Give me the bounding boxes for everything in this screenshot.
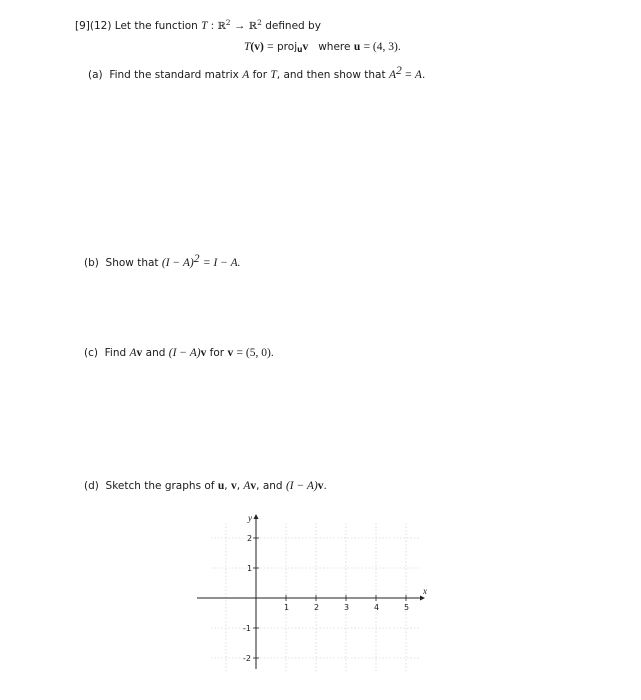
def-lhs-arg: (v) — [250, 41, 264, 53]
part-a-eq: = — [405, 69, 412, 81]
part-d-sep3: , and — [256, 480, 283, 492]
part-a-T: T — [270, 69, 277, 81]
def-where: where — [318, 41, 351, 53]
y-tick-label: -1 — [243, 624, 251, 633]
part-a-A: A — [242, 69, 250, 81]
part-a-text3: , and then show that — [276, 69, 386, 81]
problem-intro-end: defined by — [265, 20, 321, 32]
def-eq: = — [267, 41, 274, 53]
part-a-for: for — [252, 69, 268, 81]
part-b-rhs: = I − A. — [202, 257, 241, 269]
part-c-Av: Av — [129, 347, 143, 359]
part-b-text: Show that — [105, 257, 159, 269]
y-tick-label: 1 — [247, 564, 253, 573]
part-c-and: and — [145, 347, 166, 359]
part-d-v: v — [230, 480, 237, 492]
part-c-label: (c) — [84, 347, 98, 359]
x-tick-label: 1 — [284, 603, 290, 612]
def-lhs: T — [244, 41, 251, 53]
def-proj: proj$_u$v — [277, 41, 309, 54]
axes — [197, 514, 425, 669]
y-axis-label: y — [248, 513, 252, 523]
colon: : — [210, 20, 215, 32]
part-d-IAv: (I − A)v — [285, 480, 324, 492]
x-axis-arrow — [420, 596, 425, 601]
x-tick-label: 4 — [374, 603, 380, 612]
part-c-v: v — [227, 347, 234, 359]
x-tick-label: 3 — [344, 603, 350, 612]
domain-set: ℝ$^2$ — [217, 18, 231, 32]
tick-labels — [243, 513, 427, 663]
def-u: u — [353, 41, 361, 53]
codomain-set: ℝ$^2$ — [248, 18, 262, 32]
y-axis-arrow — [254, 514, 259, 519]
problem-intro: Let the function — [114, 20, 198, 32]
part-b-label: (b) — [84, 257, 99, 269]
arrow: → — [233, 20, 246, 32]
part-a-A2: $A^2$ — [388, 65, 402, 81]
part-b-lhs: $(I - A)^2$ — [161, 253, 200, 269]
part-d-text: Sketch the graphs of — [105, 480, 215, 492]
part-d-Av: Av — [243, 480, 257, 492]
part-d-sep1: , — [224, 480, 228, 492]
part-a-A3: A — [414, 69, 422, 81]
part-d-label: (d) — [84, 480, 99, 492]
function-T: T — [201, 20, 208, 32]
x-axis-label: x — [423, 586, 427, 596]
part-d-sep2: , — [236, 480, 241, 492]
part-a-label: (a) — [88, 69, 103, 81]
y-tick-label: 2 — [247, 534, 253, 543]
part-c-text: Find — [104, 347, 127, 359]
part-c-for: for — [209, 347, 225, 359]
part-c-IAv: (I − A)v — [168, 347, 207, 359]
problem-number: [9](12) — [75, 20, 112, 32]
part-c-val: = (5, 0). — [236, 347, 274, 359]
part-a-text: Find the standard matrix — [109, 69, 239, 81]
x-tick-label: 2 — [314, 603, 320, 612]
def-u-value: = (4, 3). — [363, 41, 401, 53]
part-a-end: . — [421, 69, 426, 81]
part-d-u: u — [217, 480, 225, 492]
part-d-end: . — [323, 480, 327, 492]
y-tick-label: -2 — [243, 654, 251, 663]
x-tick-label: 5 — [404, 603, 410, 612]
